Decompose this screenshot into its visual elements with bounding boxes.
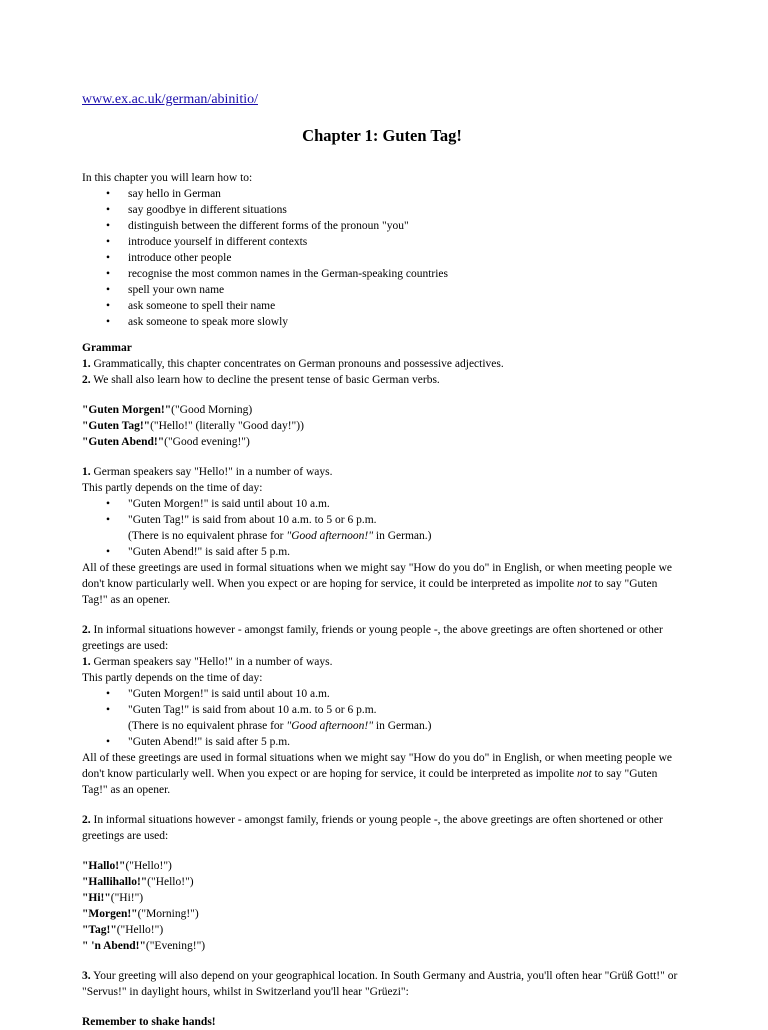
course-link[interactable]: www.ex.ac.uk/german/abinitio/ [82,92,258,107]
greeting-line: "Guten Tag!"("Hello!" (literally "Good day!")) [82,420,304,432]
list-item: • say hello in German [82,186,682,202]
geography-paragraph: 3. Your greeting will also depend on your geographical location. In South Germany and Austria, you'll often hear "Grüß Gott!" or "Servus!" in daylight hours, whilst in Switzerland you'll hear "Grüezi": [82,970,678,998]
greeting-line: " 'n Abend!"("Evening!") [82,940,206,952]
section-1-line: This partly depends on the time of day: [82,672,263,684]
list-item: • ask someone to spell their name [82,298,682,314]
greeting-line: "Tag!"("Hello!") [82,924,164,936]
grammar-point: 1. Grammatically, this chapter concentrates on German pronouns and possessive adjectives. [82,358,504,370]
list-item: • "Guten Morgen!" is said until about 10 a.m. [82,686,682,702]
section-1-line: 1. German speakers say "Hello!" in a number of ways. [82,656,333,668]
closing-note: Remember to shake hands! [82,1016,216,1028]
informal-paragraph: 2. In informal situations however - amongst family, friends or young people -, the above greetings are often shortened or other greetings are used: [82,814,663,842]
list-item: • "Guten Abend!" is said after 5 p.m. [82,544,682,560]
objectives-list [82,186,682,330]
list-item: • "Guten Tag!" is said from about 10 a.m. to 5 or 6 p.m. (There is no equivalent phrase for "Good afternoon!" in German.) [82,702,682,734]
list-item: • "Guten Abend!" is said after 5 p.m. [82,734,682,750]
time-of-day-list [82,496,682,560]
greeting-line: "Hallihallo!"("Hello!") [82,876,194,888]
note: (There is no equivalent phrase for "Good afternoon!" in German.) [128,720,432,732]
list-item: • distinguish between the different forms of the pronoun "you" [82,218,682,234]
time-of-day-list [82,686,682,750]
greeting-line: "Hi!"("Hi!") [82,892,144,904]
list-item: • "Guten Tag!" is said from about 10 a.m. to 5 or 6 p.m. (There is no equivalent phrase for "Good afternoon!" in German.) [82,512,682,544]
greeting-line: "Guten Morgen!"("Good Morning) [82,404,253,416]
formal-paragraph: All of these greetings are used in formal situations when we might say "How do you do" in English, or when meeting people we don't know particularly well. When you expect or are hoping for service, it could be interpreted as impolite not to say "Guten Tag!" as an opener. [82,752,673,796]
page-title: Chapter 1: Guten Tag! [302,126,462,145]
list-item: • spell your own name [82,282,682,298]
section-1-line: 1. German speakers say "Hello!" in a number of ways. [82,466,333,478]
intro-lead: In this chapter you will learn how to: [82,172,253,184]
document-page [82,92,682,1030]
list-item: • introduce yourself in different contexts [82,234,682,250]
list-item: • "Guten Morgen!" is said until about 10 a.m. [82,496,682,512]
section-1-line: This partly depends on the time of day: [82,482,263,494]
list-item: • say goodbye in different situations [82,202,682,218]
grammar-heading: Grammar [82,342,132,354]
greeting-line: "Morgen!"("Morning!") [82,908,199,920]
informal-paragraph: 2. In informal situations however - amongst family, friends or young people -, the above greetings are often shortened or other greetings are used: [82,624,663,652]
list-item: • recognise the most common names in the German-speaking countries [82,266,682,282]
grammar-point: 2. We shall also learn how to decline the present tense of basic German verbs. [82,374,440,386]
formal-paragraph: All of these greetings are used in formal situations when we might say "How do you do" in English, or when meeting people we don't know particularly well. When you expect or are hoping for service, it could be interpreted as impolite not to say "Guten Tag!" as an opener. [82,562,673,606]
note: (There is no equivalent phrase for "Good afternoon!" in German.) [128,530,432,542]
greeting-line: "Guten Abend!"("Good evening!") [82,436,250,448]
list-item: • ask someone to speak more slowly [82,314,682,330]
list-item: • introduce other people [82,250,682,266]
greeting-line: "Hallo!"("Hello!") [82,860,172,872]
